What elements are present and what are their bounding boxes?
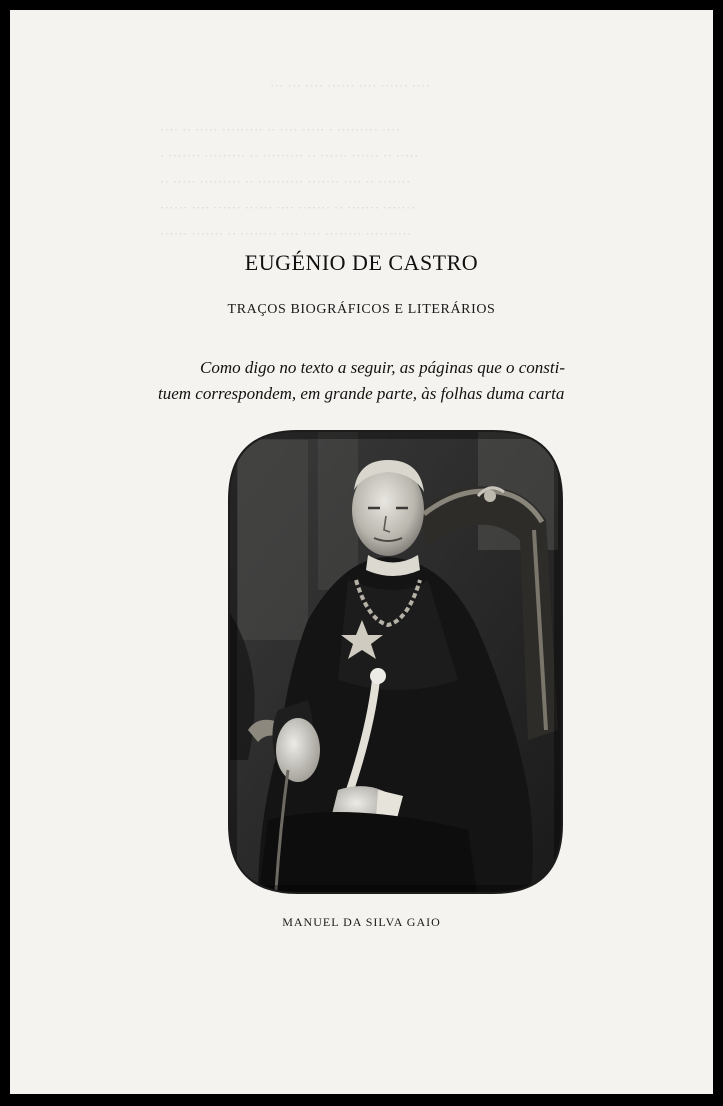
author-name: MANUEL DA SILVA GAIO [282, 915, 441, 929]
bleed-through-text: ······ ···· ······ ······ ···· ······· ·· ······· ······· [160, 200, 416, 215]
document-page [10, 10, 713, 1094]
bleed-through-text: · ······· ········· ·· ········· ·· ······ ······ ·· ····· [160, 148, 419, 163]
intro-line: Como digo no texto a seguir, as páginas que o consti- [200, 358, 566, 377]
document-subtitle: TRAÇOS BIOGRÁFICOS E LITERÁRIOS [227, 302, 496, 317]
bleed-through-text: ·· ····· ········· ·· ·········· ······· ···· ·· ······· [160, 174, 411, 189]
bleed-through-text: ···· ·· ····· ········· ·· ···· ····· · ········· ···· [160, 122, 401, 137]
intro-paragraph [158, 355, 628, 407]
seated-man-portrait-photo-icon [228, 430, 563, 894]
bleed-through-text: ······ ······· ·· ········ ···· ···· ········ ·········· [160, 226, 412, 241]
intro-line: tuem correspondem, em grande parte, às folhas duma carta [158, 384, 565, 403]
bleed-through-text: ··· ··· ···· ······ ···· ······ ···· [270, 78, 431, 93]
document-title: EUGÉNIO DE CASTRO [244, 250, 479, 275]
